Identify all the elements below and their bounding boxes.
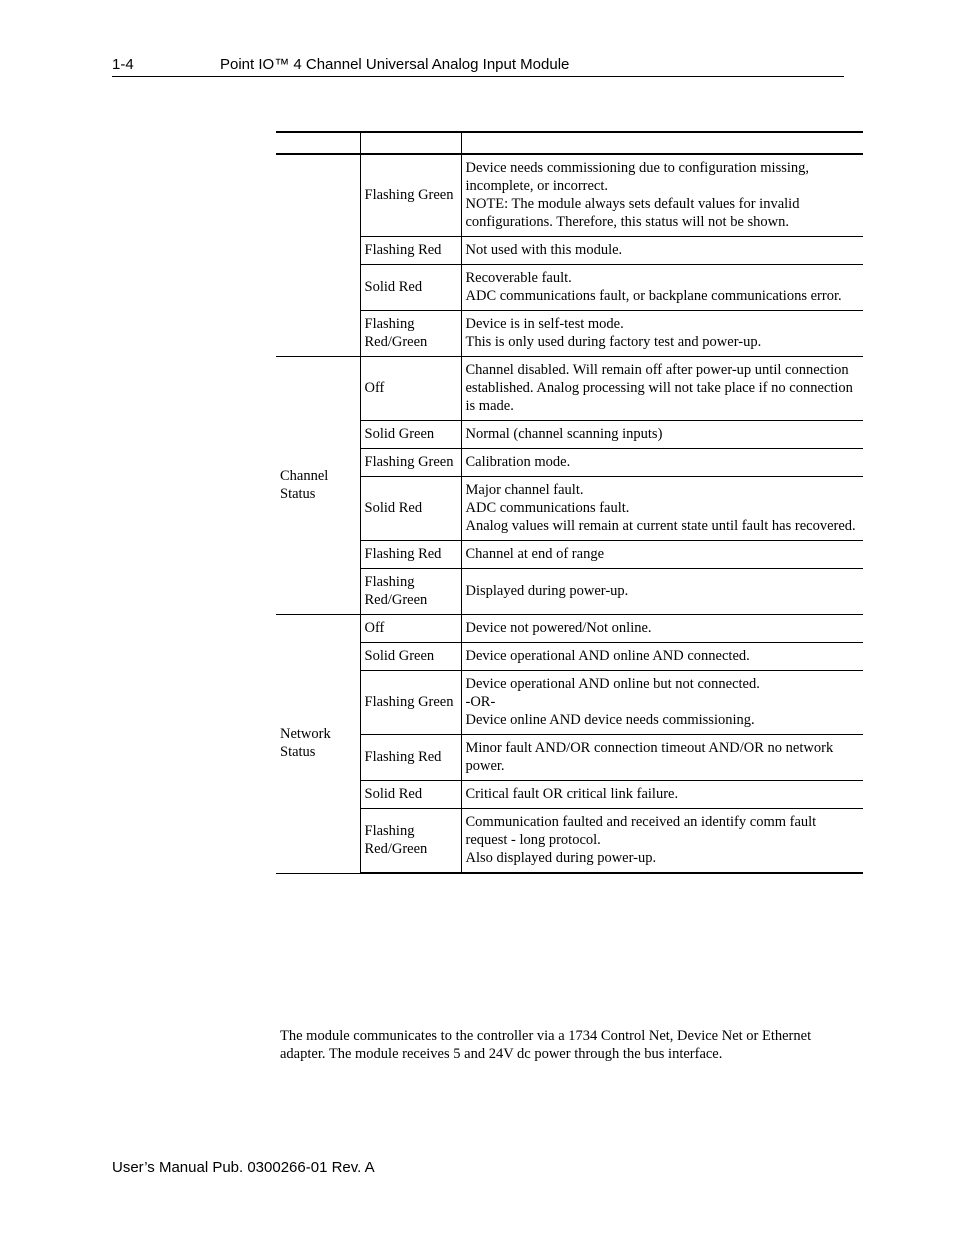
- description-line: Device operational AND online but not connected.: [465, 676, 760, 692]
- led-state-cell: Flashing Red/Green: [360, 311, 461, 357]
- led-description-cell: [461, 311, 863, 357]
- header-cell-description: [461, 132, 863, 154]
- table-row: [276, 615, 863, 643]
- led-state-cell: Off: [360, 357, 461, 421]
- led-state-cell: Flashing Red/Green: [360, 809, 461, 874]
- led-state-cell: Flashing Green: [360, 154, 461, 237]
- description-line: Not used with this module.: [465, 242, 623, 258]
- description-line: Device not powered/Not online.: [465, 620, 652, 636]
- description-line: This is only used during factory test and power-up.: [465, 334, 762, 350]
- description-line: ADC communications fault, or backplane communications error.: [465, 288, 842, 304]
- description-line: Device online AND device needs commissioning.: [465, 712, 755, 728]
- description-line: Recoverable fault.: [465, 270, 572, 286]
- indicator-group-label: [276, 154, 360, 357]
- led-state-cell: Flashing Red: [360, 735, 461, 781]
- description-line: Critical fault OR critical link failure.: [465, 786, 679, 802]
- led-description-cell: [461, 477, 863, 541]
- description-line: Normal (channel scanning inputs): [465, 426, 663, 442]
- description-line: Device needs commissioning due to configuration missing, incomplete, or incorrect.: [465, 160, 810, 194]
- header-title: Point IO™ 4 Channel Universal Analog Input Module: [220, 56, 570, 73]
- description-line: Device is in self-test mode.: [465, 316, 624, 332]
- led-description-cell: [461, 237, 863, 265]
- table-row: [276, 809, 863, 874]
- table-row: [276, 357, 863, 421]
- led-description-cell: [461, 421, 863, 449]
- body-paragraph: The module communicates to the controller via a 1734 Control Net, Device Net or Ethernet adapter. The module receives 5 and 24V dc power through the bus interface.: [280, 1028, 812, 1062]
- description-line: Device operational AND online AND connected.: [465, 648, 750, 664]
- led-state-cell: Off: [360, 615, 461, 643]
- description-line: Also displayed during power-up.: [465, 850, 657, 866]
- led-description-cell: [461, 643, 863, 671]
- led-description-cell: [461, 449, 863, 477]
- led-state-cell: Solid Red: [360, 781, 461, 809]
- led-description-cell: [461, 809, 863, 874]
- led-state-cell: Flashing Green: [360, 671, 461, 735]
- header-cell-state: [360, 132, 461, 154]
- led-status-table: [276, 131, 863, 874]
- table-row: [276, 569, 863, 615]
- table-row: [276, 449, 863, 477]
- led-description-cell: [461, 671, 863, 735]
- table-header-row: [276, 132, 863, 154]
- table-row: [276, 671, 863, 735]
- table-row: [276, 735, 863, 781]
- description-line: Major channel fault.: [465, 482, 584, 498]
- led-state-cell: Solid Green: [360, 421, 461, 449]
- led-description-cell: [461, 569, 863, 615]
- led-description-cell: [461, 781, 863, 809]
- description-line: Minor fault AND/OR connection timeout AND/OR no network power.: [465, 740, 834, 774]
- led-state-cell: Solid Red: [360, 477, 461, 541]
- table-body: [276, 154, 863, 873]
- table-row: [276, 781, 863, 809]
- table-row: [276, 154, 863, 237]
- led-description-cell: [461, 615, 863, 643]
- page-footer: User’s Manual Pub. 0300266-01 Rev. A: [112, 1159, 375, 1176]
- led-state-cell: Flashing Red: [360, 237, 461, 265]
- page-header: [112, 56, 844, 77]
- led-state-cell: Solid Green: [360, 643, 461, 671]
- description-line: -OR-: [465, 694, 496, 710]
- led-state-cell: Flashing Red: [360, 541, 461, 569]
- table-row: [276, 477, 863, 541]
- header-cell-indicator: [276, 132, 360, 154]
- table-row: [276, 311, 863, 357]
- description-line: Analog values will remain at current state until fault has recovered.: [465, 518, 856, 534]
- table-row: [276, 421, 863, 449]
- indicator-group-label: Channel Status: [276, 357, 360, 615]
- table-row: [276, 265, 863, 311]
- led-state-cell: Flashing Green: [360, 449, 461, 477]
- led-description-cell: [461, 154, 863, 237]
- description-line: Communication faulted and received an identify comm fault request - long protocol.: [465, 814, 817, 848]
- description-line: ADC communications fault.: [465, 500, 630, 516]
- led-description-cell: [461, 265, 863, 311]
- led-description-cell: [461, 541, 863, 569]
- indicator-group-label: Network Status: [276, 615, 360, 874]
- led-description-cell: [461, 735, 863, 781]
- description-line: Channel at end of range: [465, 546, 605, 562]
- table-row: [276, 643, 863, 671]
- description-line: Calibration mode.: [465, 454, 571, 470]
- led-state-cell: Solid Red: [360, 265, 461, 311]
- led-description-cell: [461, 357, 863, 421]
- table-row: [276, 237, 863, 265]
- description-line: Displayed during power-up.: [465, 583, 629, 599]
- table-row: [276, 541, 863, 569]
- description-line: Channel disabled. Will remain off after power-up until connection established. Analog processing will not take place if no connection is made.: [465, 362, 853, 414]
- description-line: NOTE: The module always sets default values for invalid configurations. Therefore, this status will not be shown.: [465, 196, 800, 230]
- page-number: 1-4: [112, 56, 134, 73]
- led-state-cell: Flashing Red/Green: [360, 569, 461, 615]
